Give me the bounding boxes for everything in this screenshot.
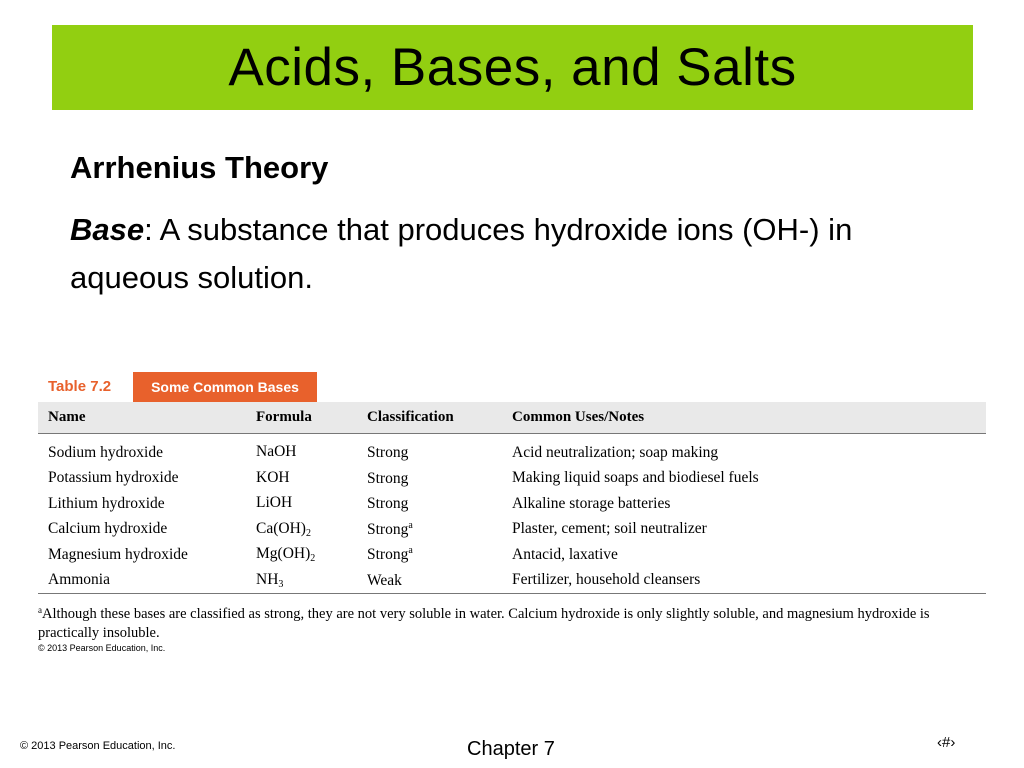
- column-header-notes: Common Uses/Notes: [502, 402, 986, 434]
- cell-notes: Plaster, cement; soil neutralizer: [512, 520, 707, 538]
- formula-text: LiOH: [256, 494, 293, 512]
- table-row: [38, 491, 986, 517]
- definition-text: : A substance that produces hydroxide ions (OH-) in aqueous solution.: [70, 212, 853, 295]
- footer-copyright: © 2013 Pearson Education, Inc.: [20, 740, 176, 752]
- slide-title: Acids, Bases, and Salts: [228, 38, 797, 97]
- title-bar: [52, 25, 973, 110]
- cell-notes: Antacid, laxative: [512, 545, 618, 563]
- table-row: [38, 466, 986, 492]
- classification-text: Strong: [367, 444, 409, 462]
- bases-table: [38, 402, 986, 594]
- table-body: [38, 434, 986, 594]
- table-row: [38, 568, 986, 594]
- section-heading: Arrhenius Theory: [70, 150, 329, 185]
- table-label: Table 7.2: [48, 378, 112, 395]
- table-row: [38, 542, 986, 568]
- classification-text: Weak: [367, 571, 402, 589]
- cell-notes: Acid neutralization; soap making: [512, 443, 719, 461]
- table-footnote: [38, 601, 978, 643]
- formula-text: KOH: [256, 468, 290, 486]
- formula-text: NH: [256, 570, 279, 588]
- cell-formula: [246, 568, 357, 594]
- formula-text: Ca(OH): [256, 519, 306, 537]
- table-caption: Some Common Bases: [133, 372, 317, 402]
- formula-text: Mg(OH): [256, 545, 311, 563]
- classification-text: Strong: [367, 469, 409, 487]
- column-header-name: Name: [38, 402, 246, 434]
- cell-classification: [357, 542, 502, 568]
- table-header-row: [38, 402, 986, 434]
- cell-notes: Alkaline storage batteries: [512, 494, 671, 512]
- table-row: [38, 434, 986, 466]
- cell-classification: [357, 491, 502, 517]
- formula-subscript: 2: [305, 527, 311, 539]
- table-copyright: © 2013 Pearson Education, Inc.: [38, 643, 166, 653]
- classification-footnote-marker: a: [408, 519, 413, 531]
- classification-text: Strong: [367, 520, 409, 538]
- table-row: [38, 517, 986, 543]
- definition-term: Base: [70, 212, 145, 247]
- cell-formula: [246, 466, 357, 492]
- column-header-formula: Formula: [246, 402, 357, 434]
- definition-paragraph: [70, 206, 970, 302]
- cell-name: Lithium hydroxide: [48, 494, 165, 512]
- cell-formula: [246, 434, 357, 466]
- cell-formula: [246, 542, 357, 568]
- cell-classification: [357, 466, 502, 492]
- cell-classification: [357, 517, 502, 543]
- formula-text: NaOH: [256, 443, 297, 461]
- cell-formula: [246, 517, 357, 543]
- classification-text: Strong: [367, 495, 409, 513]
- cell-name: Calcium hydroxide: [48, 520, 168, 538]
- cell-classification: [357, 434, 502, 466]
- cell-name: Sodium hydroxide: [48, 443, 163, 461]
- cell-name: Potassium hydroxide: [48, 469, 179, 487]
- classification-text: Strong: [367, 546, 409, 564]
- cell-notes: Making liquid soaps and biodiesel fuels: [512, 469, 759, 487]
- footer-page-number: ‹#›: [937, 734, 956, 751]
- column-header-classification: Classification: [357, 402, 502, 434]
- cell-notes: Fertilizer, household cleansers: [502, 568, 986, 594]
- cell-formula: [246, 491, 357, 517]
- formula-subscript: 3: [278, 578, 284, 590]
- cell-name: Magnesium hydroxide: [48, 545, 188, 563]
- footer-chapter: Chapter 7: [467, 738, 555, 760]
- classification-footnote-marker: a: [408, 545, 413, 557]
- cell-name: Ammonia: [38, 568, 246, 594]
- footnote-text: Although these bases are classified as strong, they are not very soluble in water. Calcium hydroxide is only slightly soluble, and magnesium hydroxide is practically insoluble.: [38, 606, 930, 641]
- footnote-marker: a: [38, 605, 42, 615]
- formula-subscript: 2: [310, 553, 316, 565]
- cell-classification: [357, 568, 502, 594]
